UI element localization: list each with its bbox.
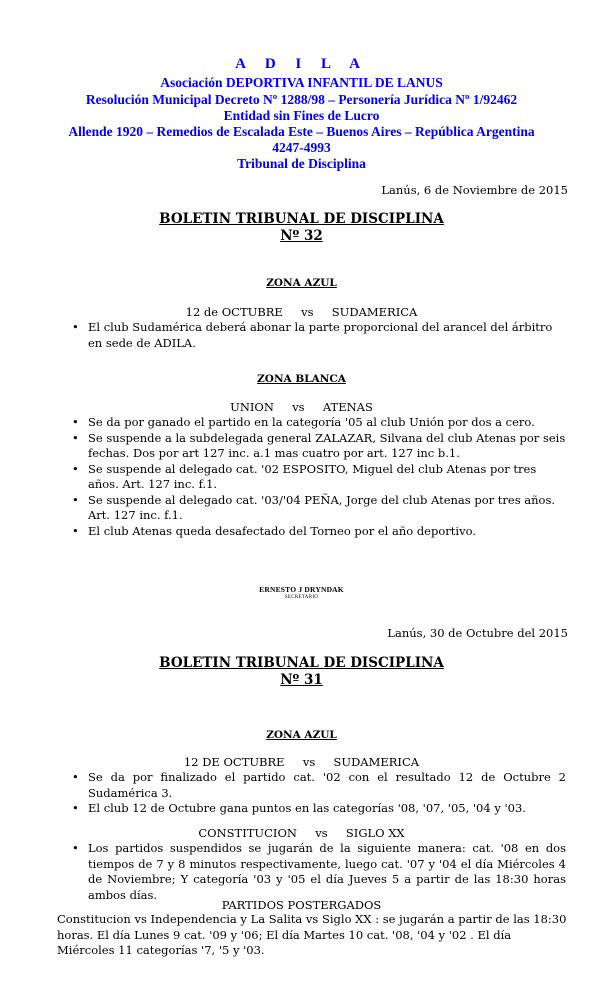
- resolution-line: Resolución Municipal Decreto Nº 1288/98 – Personería Jurídica Nº 1/92462: [85, 92, 518, 107]
- bulletin-31-title: BOLETIN TRIBUNAL DE DISCIPLINA: [159, 655, 444, 671]
- association-name: Asociación DEPORTIVA INFANTIL DE LANUS: [160, 75, 443, 90]
- list-item: • Se suspende al delegado cat. '02 ESPOSITO, Miguel del club Atenas por tres años. Art. 127 inc. f.1.: [88, 462, 566, 493]
- list-item: • Los partidos suspendidos se jugarán de la siguiente manera: cat. '08 en dos tiempos de 7 y 8 minutos respectivamente, luego cat. '07 y '04 el día Miércoles 4 de Noviembre; Y categoría '03 y '05 el día Jueves 5 a partir de las 18:30 horas ambos días.: [88, 841, 566, 903]
- bulletin-31-date: Lanús, 30 de Octubre del 2015: [387, 626, 568, 640]
- list-item: • Se suspende al delegado cat. '03/'04 PEÑA, Jorge del club Atenas por tres años. Art. 127 inc. f.1.: [88, 493, 566, 524]
- list-item: • Se da por finalizado el partido cat. '02 con el resultado 12 de Octubre 2 Sudamérica 3.: [88, 770, 566, 801]
- bulletin-32-zona-blanca-heading: ZONA BLANCA: [257, 373, 346, 385]
- bulletin-31-list-1: [88, 770, 566, 817]
- signature-role: SECRETARIO: [284, 595, 319, 600]
- list-item: • El club 12 de Octubre gana puntos en las categorías '08, '07, '05, '04 y '03.: [88, 801, 566, 817]
- nonprofit-line: Entidad sin Fines de Lucro: [223, 108, 380, 123]
- list-item: • El club Atenas queda desafectado del Torneo por el año deportivo.: [88, 524, 566, 540]
- bulletin-31-match-2: CONSTITUCION vs SIGLO XX: [198, 826, 405, 840]
- bulletin-32-zona-azul-match: 12 de OCTUBRE vs SUDAMERICA: [185, 305, 418, 319]
- bulletin-32-zona-blanca-list: [88, 415, 566, 539]
- bulletin-32-date: Lanús, 6 de Noviembre de 2015: [381, 183, 568, 197]
- signature-name: ERNESTO J DRYNDAK: [259, 585, 344, 594]
- bulletin-32-zona-azul-heading: ZONA AZUL: [266, 277, 337, 289]
- postponed-paragraph: Constitucion vs Independencia y La Salita vs Siglo XX : se jugarán a partir de las 18:30 horas. El día Lunes 9 cat. '09 y '06; El día Martes 10 cat. '08, '04 y '02 . El día Miércoles 11 categorías '7, '5 y '03.: [57, 912, 567, 957]
- bulletin-31-list-2: [88, 841, 566, 903]
- address-line: Allende 1920 – Remedios de Escalada Este – Buenos Aires – República Argentina: [68, 124, 535, 139]
- bulletin-32-number: Nº 32: [280, 228, 323, 244]
- postponed-heading: PARTIDOS POSTERGADOS: [221, 898, 382, 912]
- bulletin-31-zona-azul-heading: ZONA AZUL: [266, 729, 337, 741]
- tribunal-line: Tribunal de Disciplina: [237, 156, 366, 171]
- bulletin-32-zona-azul-list: [88, 320, 566, 351]
- list-item: • Se da por ganado el partido en la categoría '05 al club Unión por dos a cero.: [88, 415, 566, 431]
- brand-title: A D I L A: [235, 56, 368, 72]
- bulletin-32-zona-blanca-match: UNION vs ATENAS: [230, 400, 373, 414]
- phone-line: 4247-4993: [272, 140, 331, 155]
- bulletin-31-number: Nº 31: [280, 672, 323, 688]
- bulletin-32-title: BOLETIN TRIBUNAL DE DISCIPLINA: [159, 211, 444, 227]
- list-item: • Se suspende a la subdelegada general ZALAZAR, Silvana del club Atenas por seis fechas. Dos por art 127 inc. a.1 mas cuatro por art. 127 inc b.1.: [88, 431, 566, 462]
- bulletin-31-match-1: 12 DE OCTUBRE vs SUDAMERICA: [183, 755, 420, 769]
- list-item: • El club Sudamérica deberá abonar la parte proporcional del arancel del árbitro en sede de ADILA.: [88, 320, 566, 351]
